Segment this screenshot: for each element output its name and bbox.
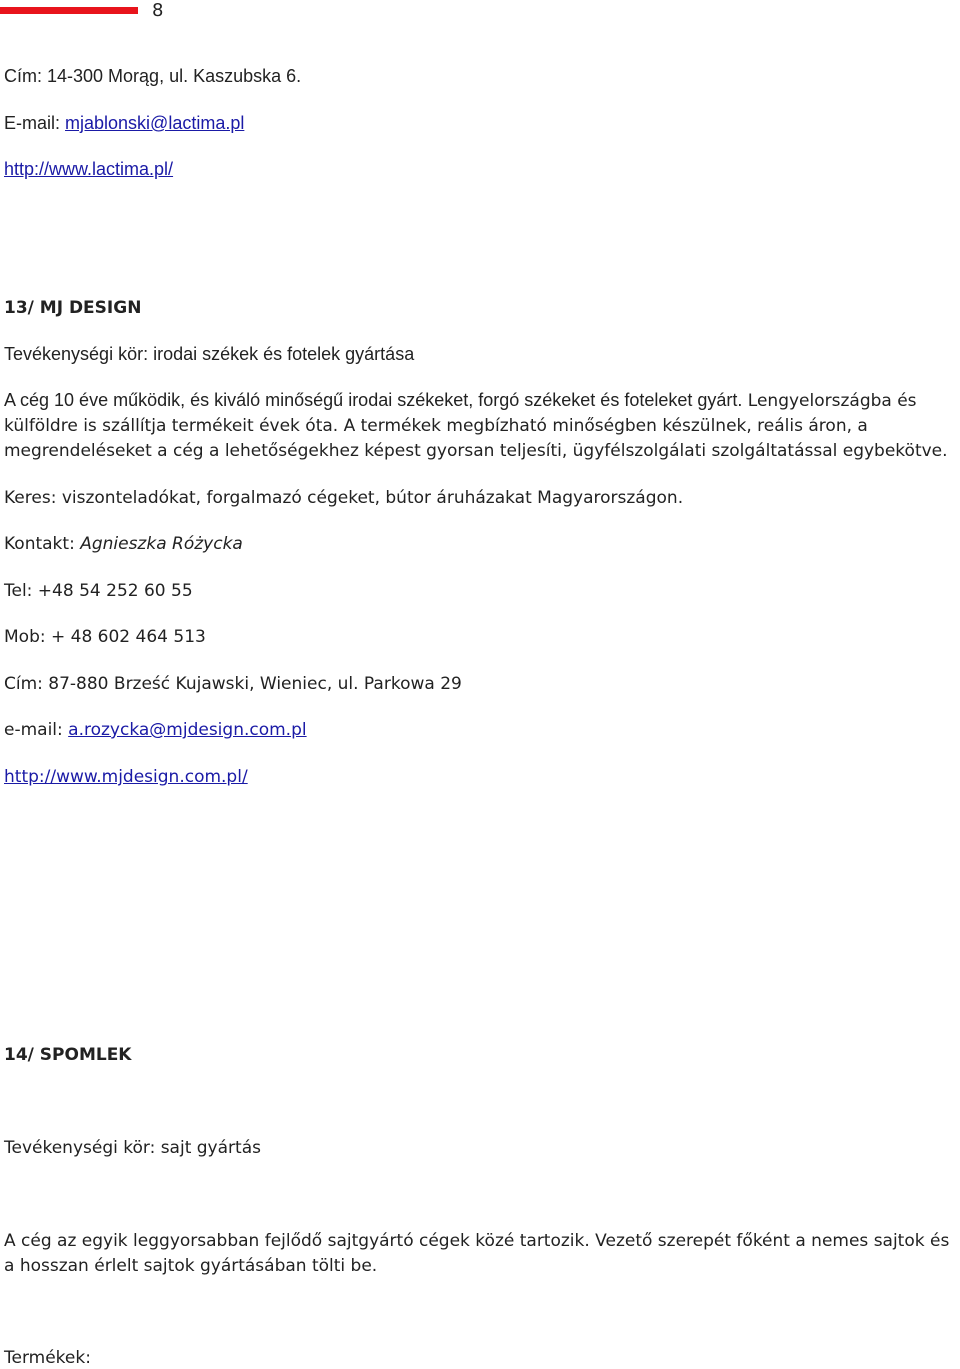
mj-design-contact bbox=[4, 533, 243, 555]
mj-design-seeks: Keres: viszonteladókat, forgalmazó cégeket, bútor áruházakat Magyarországon. bbox=[4, 488, 684, 508]
contact-name: Agnieszka Różycka bbox=[80, 534, 243, 554]
email-label: E-mail: bbox=[4, 113, 66, 133]
mj-design-mob: Mob: + 48 602 464 513 bbox=[4, 627, 206, 647]
lactima-email-link[interactable]: mjablonski@lactima.pl bbox=[65, 113, 245, 133]
mj-design-heading: 13/ MJ DESIGN bbox=[4, 298, 142, 318]
mj-design-website-line bbox=[4, 766, 248, 788]
lactima-address: Cím: 14-300 Morąg, ul. Kaszubska 6. bbox=[4, 66, 302, 86]
mj-design-tel: Tel: +48 54 252 60 55 bbox=[4, 581, 193, 601]
mj-design-description bbox=[4, 388, 958, 464]
mj-design-activity: Tevékenységi kör: irodai székek és fotelek gyártása bbox=[4, 344, 415, 364]
mj-design-address: Cím: 87-880 Brześć Kujawski, Wieniec, ul. Parkowa 29 bbox=[4, 674, 462, 694]
spomlek-activity: Tevékenységi kör: sajt gyártás bbox=[4, 1138, 261, 1158]
spomlek-products-label: Termékek: bbox=[4, 1348, 91, 1368]
mj-design-website-link[interactable]: http://www.mjdesign.com.pl/ bbox=[4, 767, 248, 787]
email-label: e-mail: bbox=[4, 720, 69, 740]
lactima-website-link[interactable]: http://www.lactima.pl/ bbox=[4, 159, 174, 179]
mj-design-email-link[interactable]: a.rozycka@mjdesign.com.pl bbox=[68, 720, 307, 740]
mj-design-description-part2: Lengyelországba és külföldre is szállítja termékeit évek óta. A termékek megbízható minőségben készülnek, reális áron, a megrendeléseket a cég a lehetőségekhez képest gyorsan teljesíti, ügyfélszolgálati szolgáltatással egybekötve. bbox=[4, 391, 948, 461]
mj-design-email-line bbox=[4, 719, 307, 741]
lactima-email-line bbox=[4, 112, 244, 134]
mj-design-description-part1: A cég 10 éve működik, és kiváló minőségű irodai székeket, forgó székeket és foteleket gyárt. bbox=[4, 390, 743, 410]
contact-label: Kontakt: bbox=[4, 534, 81, 554]
lactima-website-line bbox=[4, 158, 173, 180]
header-accent-bar bbox=[0, 7, 138, 14]
spomlek-description: A cég az egyik leggyorsabban fejlődő sajtgyártó cégek közé tartozik. Vezető szerepét főként a nemes sajtok és a hosszan érlelt sajtok gyártásában tölti be. bbox=[4, 1231, 950, 1276]
page-number: 8 bbox=[152, 0, 164, 21]
spomlek-heading: 14/ SPOMLEK bbox=[4, 1045, 132, 1065]
